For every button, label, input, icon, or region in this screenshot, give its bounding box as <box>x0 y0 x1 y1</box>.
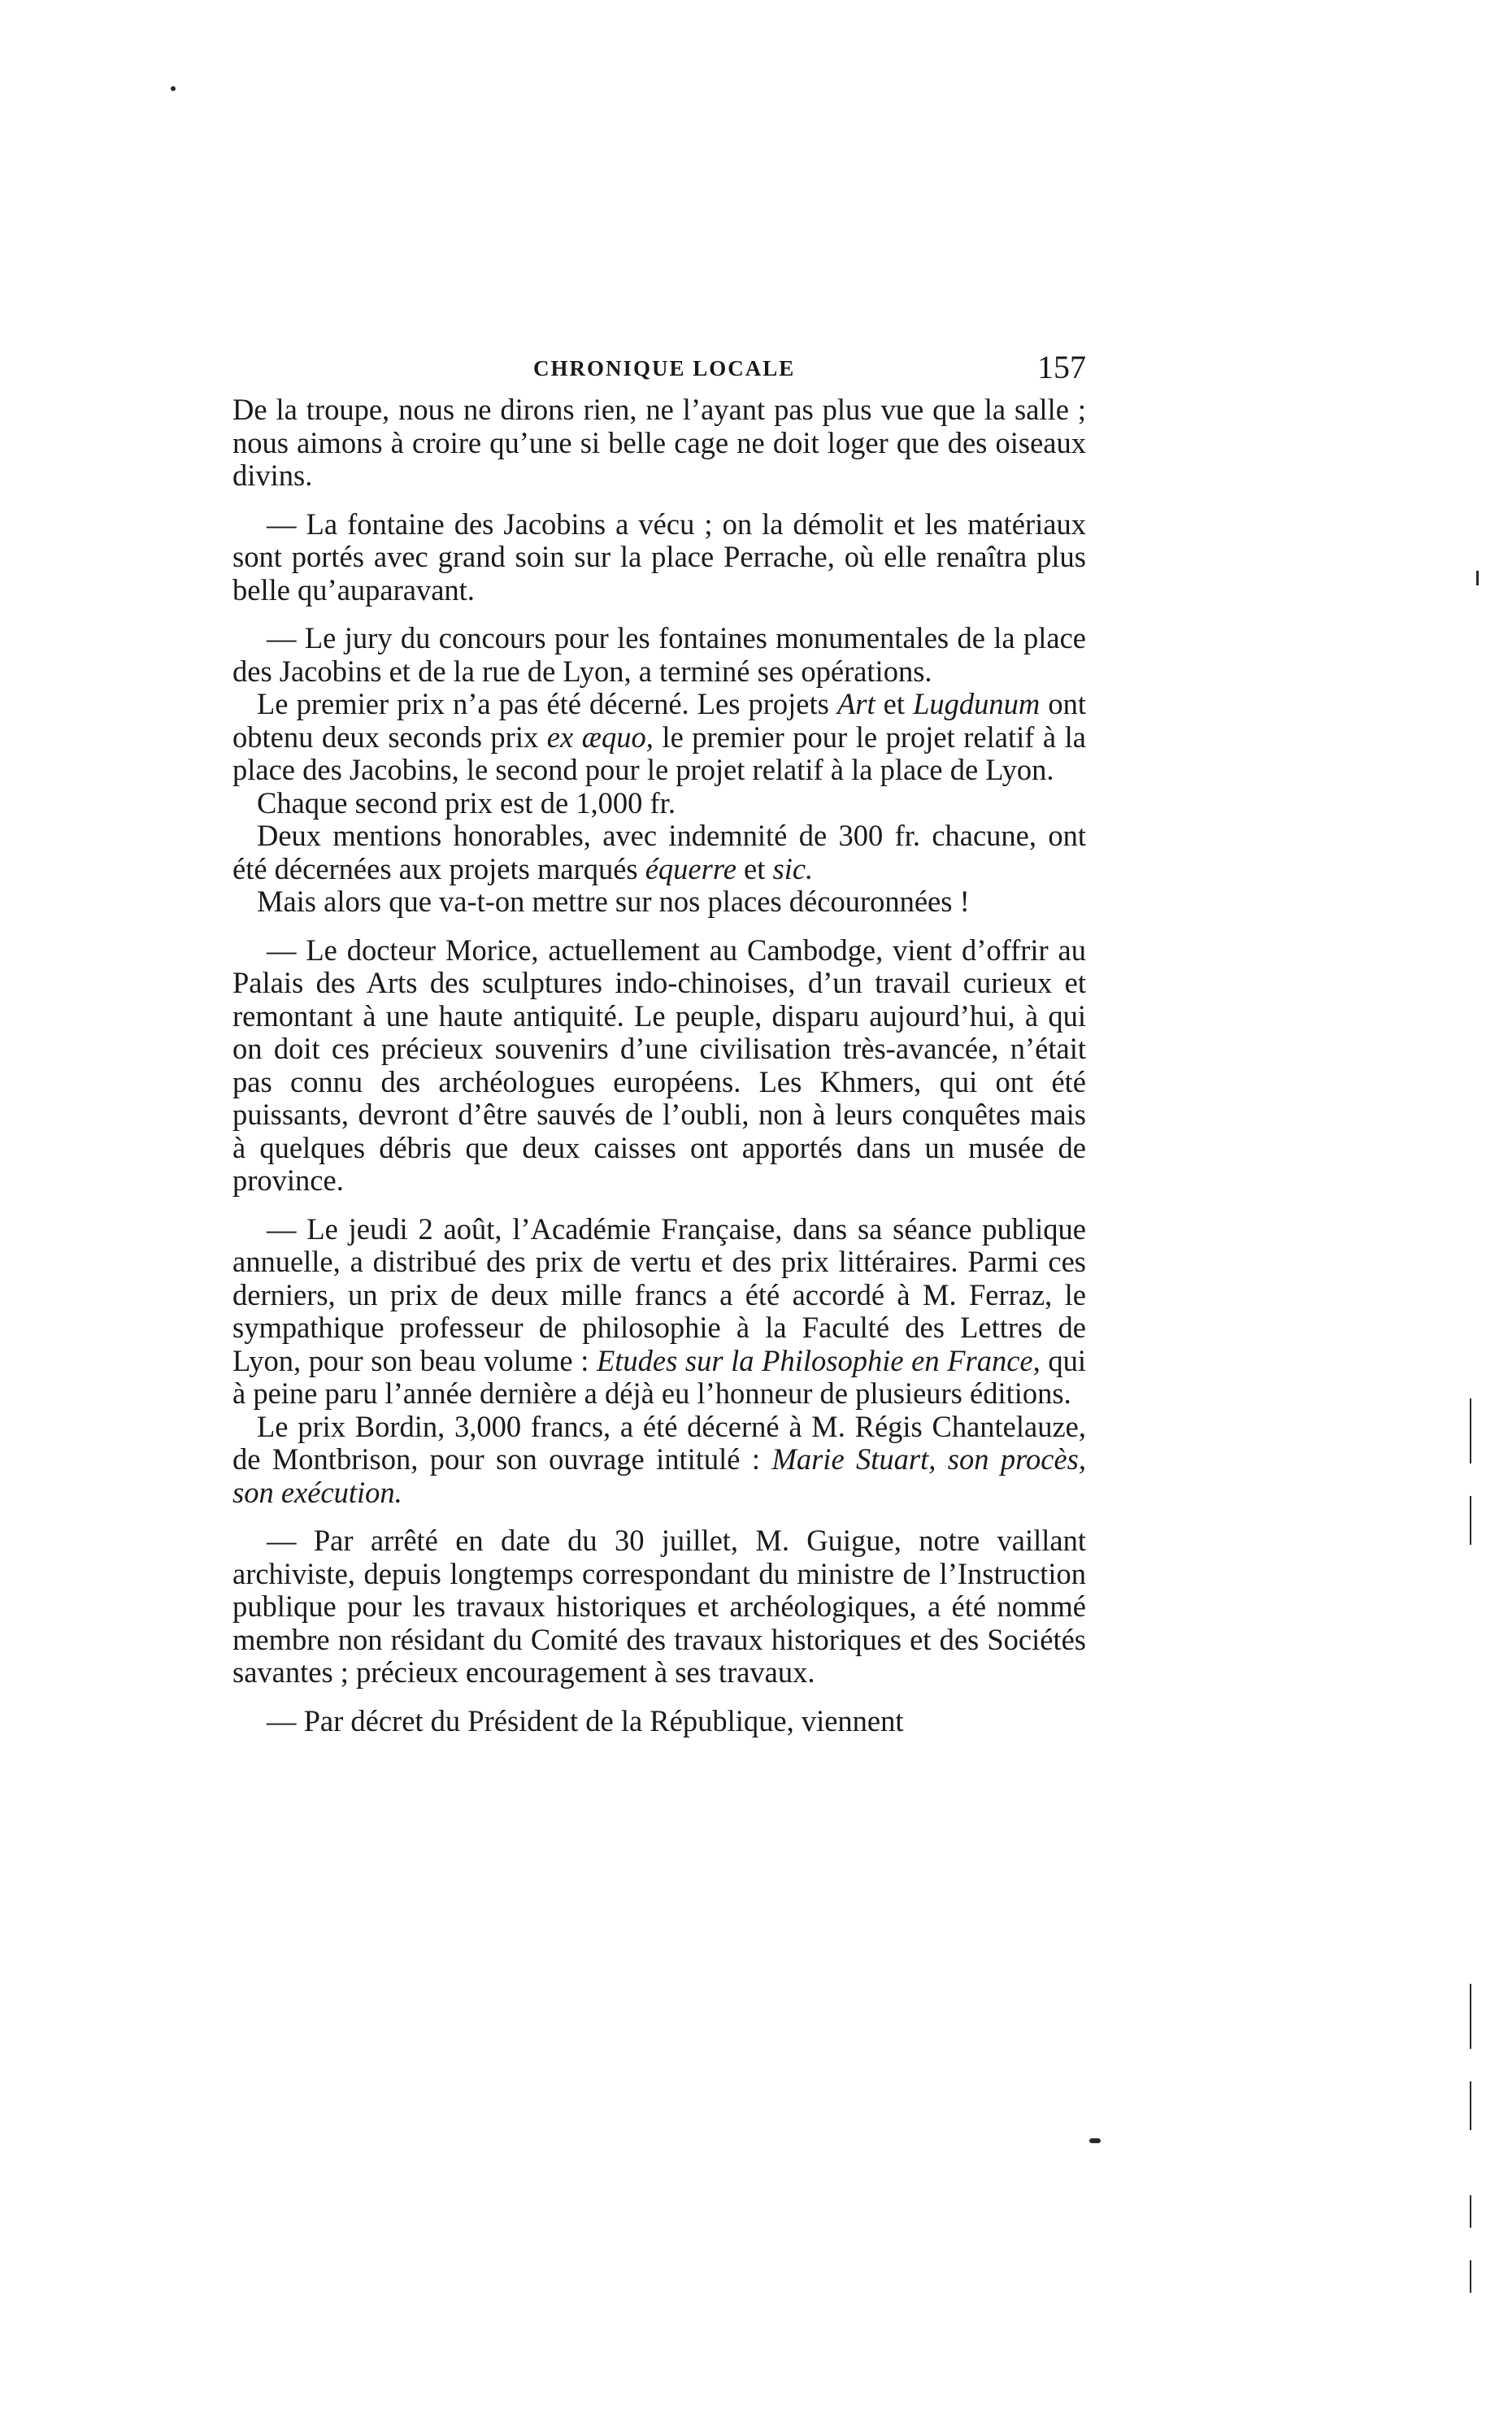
paragraph-guigue: — Par arrêté en date du 30 juillet, M. Guigue, notre vaillant archiviste, depuis longtemps correspondant du ministre de l’Instruction publique pour les travaux historiques et archéologiques, a été nommé membre non résidant du Comité des travaux historiques et des Sociétés savantes ; précieux encouragement à ses travaux. <box>232 1524 1086 1689</box>
text-run: ont obtenu deux seconds prix <box>232 687 1087 754</box>
paragraph-jury-concours: — Le jury du concours pour les fontaines monumentales de la place des Jacobins et de la rue de Lyon, a terminé ses opérations. <box>232 621 1086 688</box>
paragraph-decret: — Par décret du Président de la République, viennent <box>267 1703 904 1737</box>
project-name-equerre: équerre <box>645 851 736 885</box>
paragraph-troupe: De la troupe, nous ne dirons rien, ne l’ayant pas plus vue que la salle ; nous aimons à croire qu’une si belle cage ne doit loger que des oiseaux divins. <box>232 393 1086 492</box>
book-title: Etudes sur la Philosophie en France, <box>596 1343 1041 1377</box>
project-name-art: Art <box>836 687 875 720</box>
scan-speck <box>1470 2260 1471 2293</box>
paragraph-fontaine-jacobins: — La fontaine des Jacobins a vécu ; on la démolit et les matériaux sont portés avec grand soin sur la place Perrache, où elle renaîtra plus belle qu’auparavant. <box>232 507 1086 607</box>
text-run: et <box>736 851 773 885</box>
scan-speck <box>1470 2081 1471 2130</box>
project-name-sic: sic. <box>772 851 814 885</box>
paragraph-docteur-morice: — Le docteur Morice, actuellement au Cambodge, vient d’offrir au Palais des Arts des sculptures indo-chinoises, d’un travail curieux et remontant à une haute antiquité. Le peuple, disparu aujourd’hui, à qui on doit ces précieux souvenirs d’une civilisation très-avancée, n’était pas connu des archéologues européens. Les Khmers, qui ont été puissants, devront d’être sauvés de l’oubli, non à leurs conquêtes mais à quelques débris que deux caisses ont apportés dans un musée de province. <box>232 933 1086 1197</box>
scan-speck <box>1470 1496 1471 1545</box>
paragraph-premier-prix <box>232 688 1086 787</box>
paragraph-places: Mais alors que va-t-on mettre sur nos places découronnées ! <box>257 885 970 918</box>
text-run: Le premier prix n’a pas été décerné. Les projets <box>257 687 837 720</box>
paragraph-academie <box>232 1213 1086 1411</box>
chronicle-text <box>232 394 1086 1737</box>
project-name-lugdunum: Lugdunum <box>913 687 1041 720</box>
scan-speck <box>1089 2138 1101 2143</box>
text-run: Deux mentions honorables, avec indemnité de 300 fr. chacune, ont été décernées aux projets marqués <box>232 819 1086 885</box>
text-run: — Le jeudi 2 août, l’Académie Française, dans sa séance publique annuelle, a distribué des prix de vertu et des prix littéraires. Parmi ces derniers, un prix de deux mille francs a été accordé à M. Ferraz, le sympathique professeur de philosophie à la Faculté des Lettres de Lyon, pour son beau volume : <box>232 1211 1086 1377</box>
page-header <box>232 348 1086 397</box>
scan-speck <box>1470 2195 1471 2228</box>
running-head: CHRONIQUE LOCALE <box>533 356 796 381</box>
book-title: Marie Stuart, son procès, son exécution. <box>232 1442 1086 1509</box>
latin-phrase: ex æquo, <box>546 720 654 754</box>
paragraph-second-prix: Chaque second prix est de 1,000 fr. <box>257 785 676 820</box>
scan-speck <box>171 86 176 91</box>
page-number: 157 <box>1037 349 1086 385</box>
text-run: le premier pour le projet relatif à la place des Jacobins, le second pour le projet relatif à la place de Lyon. <box>232 720 1086 786</box>
scan-speck <box>1476 571 1479 585</box>
scan-speck <box>1470 1398 1471 1463</box>
paragraph-prix-bordin <box>232 1411 1086 1510</box>
text-run: et <box>875 687 914 720</box>
text-run: qui à peine paru l’année dernière a déjà eu l’honneur de plusieurs éditions. <box>232 1343 1086 1410</box>
scan-speck <box>1470 1984 1471 2049</box>
text-run: Le prix Bordin, 3,000 francs, a été décerné à M. Régis Chantelauze, de Montbrison, pour son ouvrage intitulé : <box>232 1409 1086 1476</box>
paragraph-mentions <box>232 820 1086 885</box>
